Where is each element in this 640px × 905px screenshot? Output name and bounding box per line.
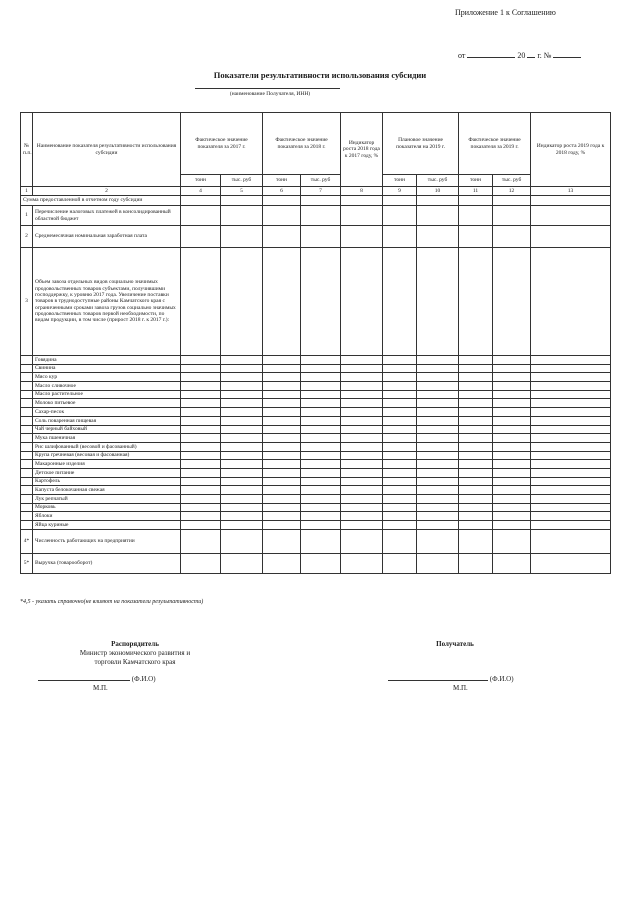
- product-label: Сахар-песок: [33, 408, 181, 417]
- col-fact2019-header: Фактическое значение показателя за 2019 г.: [459, 113, 531, 175]
- appendix-label: Приложение 1 к Соглашению: [455, 8, 556, 17]
- signature-blank: [388, 673, 488, 681]
- product-label: Чай черный байховый: [33, 425, 181, 434]
- product-row: [21, 495, 611, 504]
- recipient-stamp-label: М.П.: [453, 684, 468, 692]
- product-row: [21, 356, 611, 365]
- product-label: Молоко питьевое: [33, 399, 181, 408]
- product-row: [21, 512, 611, 521]
- product-label: Мясо кур: [33, 373, 181, 382]
- subsidy-label: Сумма предоставленной в отчетном году субсидии: [21, 196, 181, 206]
- row-number: 2: [21, 226, 33, 248]
- row-label: Перечисление налоговых платежей в консолидированный областной бюджет: [33, 206, 181, 226]
- column-number: 2: [33, 187, 181, 196]
- table-row: [21, 248, 611, 356]
- year-blank: [527, 49, 535, 58]
- col-ind2019-header: Индикатор роста 2019 года к 2018 году, %: [531, 113, 611, 187]
- row-number: 1: [21, 206, 33, 226]
- product-row: [21, 416, 611, 425]
- product-row: [21, 425, 611, 434]
- product-label: Масло сливочное: [33, 382, 181, 391]
- product-label: Масло растительное: [33, 390, 181, 399]
- column-number: 8: [341, 187, 383, 196]
- indicators-table: [20, 112, 611, 574]
- product-row: [21, 477, 611, 486]
- row-number: 4*: [21, 529, 33, 553]
- column-number: 12: [493, 187, 531, 196]
- unit-rub: тыс. руб: [221, 175, 263, 187]
- product-label: Соль поваренная пищевая: [33, 416, 181, 425]
- col-fact2018-header: Фактическое значение показателя за 2018 г.: [263, 113, 341, 175]
- column-number: 11: [459, 187, 493, 196]
- table-row: [21, 206, 611, 226]
- product-row: [21, 460, 611, 469]
- row-number: 3: [21, 248, 33, 356]
- fio-label: (Ф.И.О): [131, 675, 156, 683]
- product-row: [21, 390, 611, 399]
- recipient-fio: [388, 673, 514, 683]
- product-row: [21, 408, 611, 417]
- product-row: [21, 442, 611, 451]
- recipient-caption: (наименование Получателя, ИНН): [229, 91, 311, 97]
- row-number: 5*: [21, 553, 33, 573]
- product-label: Картофель: [33, 477, 181, 486]
- from-label: от: [458, 51, 466, 60]
- product-label: Детское питание: [33, 468, 181, 477]
- distributor-role: Распорядитель: [111, 640, 159, 648]
- col-plan2019-header: Плановое значение показателя на 2019 г.: [383, 113, 459, 175]
- column-number: 5: [221, 187, 263, 196]
- product-label: Крупа гречневая (весовая и фасованная): [33, 451, 181, 460]
- product-label: Лук репчатый: [33, 495, 181, 504]
- product-row: [21, 503, 611, 512]
- products-body: [21, 356, 611, 530]
- product-label: Говядина: [33, 356, 181, 365]
- table-row: [21, 553, 611, 573]
- header-row: [21, 113, 611, 175]
- recipient-role: Получатель: [436, 640, 474, 648]
- col-num-header: № п.п.: [21, 113, 33, 187]
- page-title: Показатели результативности использования субсидии: [213, 70, 427, 80]
- unit-tonn: тонн: [263, 175, 301, 187]
- column-number: 13: [531, 187, 611, 196]
- column-numbers-row: [21, 187, 611, 196]
- year-prefix: 20: [517, 51, 526, 60]
- product-label: Капуста белокочанная свежая: [33, 486, 181, 495]
- table-row: [21, 529, 611, 553]
- row-label: Объем завоза отдельных видов социально значимых продовольственных товаров субъектами, получившими господдержку, к уровню 2017 года. Увеличение поставки товаров в труднодоступные районы Камчатского края с ограниченными сроками завоза грузов социально значимых продовольственных товаров первой необходимости, по видам продукции, в том числе (прирост 2018 г. к 2017 г.):: [33, 248, 181, 356]
- row-label: Численность работающих на предприятии: [33, 529, 181, 553]
- column-number: 10: [417, 187, 459, 196]
- product-row: [21, 434, 611, 443]
- product-row: [21, 382, 611, 391]
- distributor-fio: [38, 673, 156, 683]
- product-label: Яйца куриные: [33, 521, 181, 530]
- product-row: [21, 373, 611, 382]
- unit-rub: тыс. руб: [417, 175, 459, 187]
- product-label: Морковь: [33, 503, 181, 512]
- product-row: [21, 364, 611, 373]
- row-label: Среднемесячная номинальная заработная плата: [33, 226, 181, 248]
- product-label: Рис шлифованный (весовой и фасованный): [33, 442, 181, 451]
- recipient-signature-block: [385, 640, 525, 648]
- subsidy-row: [21, 196, 611, 206]
- row-label: Выручка (товарооборот): [33, 553, 181, 573]
- col-name-header: Наименование показателя результативности использования субсидии: [33, 113, 181, 187]
- unit-tonn: тонн: [459, 175, 493, 187]
- col-fact2017-header: Фактическое значение показателя за 2017 г.: [181, 113, 263, 175]
- unit-tonn: тонн: [181, 175, 221, 187]
- fio-label: (Ф.И.О): [489, 675, 514, 683]
- product-label: Яблоки: [33, 512, 181, 521]
- distributor-stamp-label: М.П.: [93, 684, 108, 692]
- signature-blank: [38, 673, 130, 681]
- product-label: Свинина: [33, 364, 181, 373]
- product-row: [21, 521, 611, 530]
- column-number: 6: [263, 187, 301, 196]
- distributor-org-line1: Министр экономического развития и: [79, 649, 191, 657]
- product-row: [21, 399, 611, 408]
- product-row: [21, 468, 611, 477]
- unit-tonn: тонн: [383, 175, 417, 187]
- product-label: Макаронные изделия: [33, 460, 181, 469]
- year-suffix: г. №: [537, 51, 552, 60]
- date-blank: [467, 49, 515, 58]
- unit-rub: тыс. руб: [301, 175, 341, 187]
- column-number: 7: [301, 187, 341, 196]
- product-row: [21, 451, 611, 460]
- product-label: Мука пшеничная: [33, 434, 181, 443]
- col-ind2018-header: Индикатор роста 2018 года к 2017 году, %: [341, 113, 383, 187]
- column-number: 9: [383, 187, 417, 196]
- unit-rub: тыс. руб: [493, 175, 531, 187]
- distributor-org-line2: торговли Камчатского края: [94, 658, 176, 666]
- product-row: [21, 486, 611, 495]
- recipient-blank-line: [195, 88, 340, 89]
- footnote: *4,5 - указать справочно(не влияют на показатели результативности): [20, 599, 204, 605]
- number-blank: [553, 49, 581, 58]
- distributor-signature-block: [55, 640, 215, 667]
- agreement-reference: [458, 49, 581, 60]
- column-number: 4: [181, 187, 221, 196]
- table-row: [21, 226, 611, 248]
- column-number: 1: [21, 187, 33, 196]
